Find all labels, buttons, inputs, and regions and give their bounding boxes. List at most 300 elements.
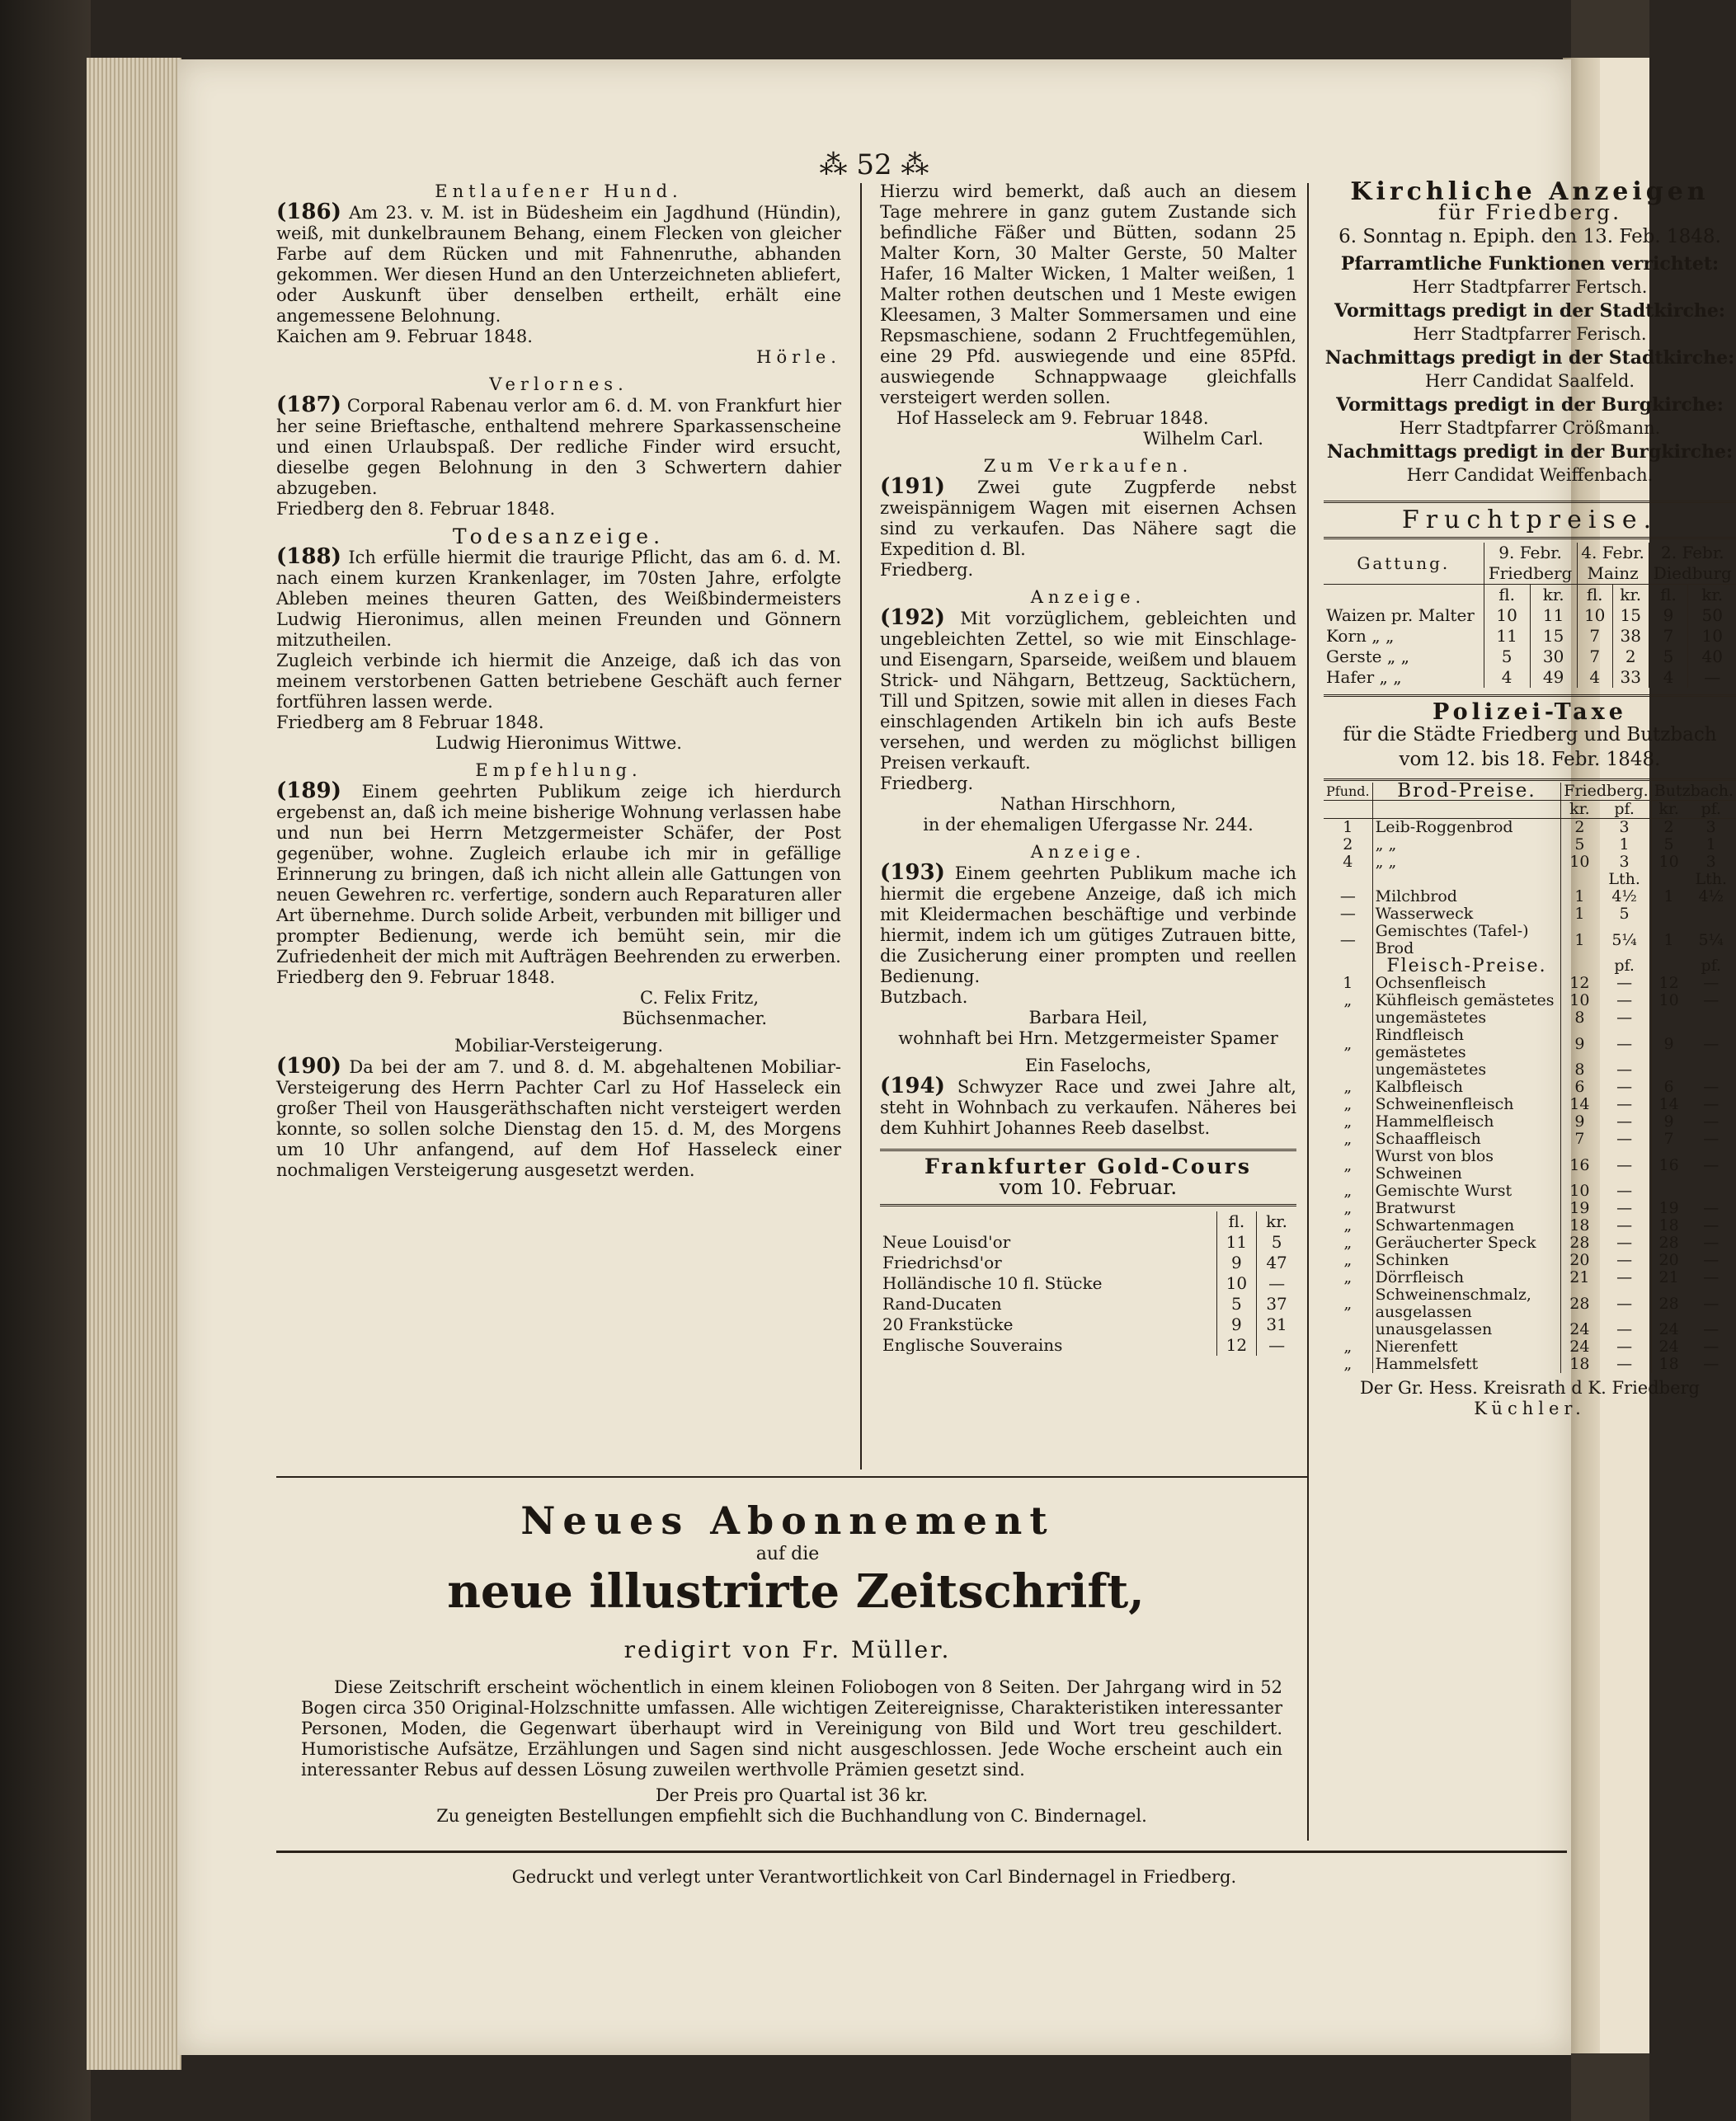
church-duty-4-name: Herr Stadtpfarrer Crößmann. bbox=[1399, 418, 1661, 438]
tax-pound: „ bbox=[1343, 1130, 1353, 1148]
tax-pound: „ bbox=[1343, 1112, 1353, 1131]
grain-price-value: 4 bbox=[1577, 667, 1612, 688]
grain-place-1: Friedberg bbox=[1484, 563, 1577, 585]
meat-price-row bbox=[1324, 1217, 1736, 1235]
tax-friedberg-pf: — bbox=[1616, 1355, 1633, 1373]
meat-unit-pf: pf. bbox=[1701, 957, 1721, 975]
bread-price-row bbox=[1324, 854, 1736, 871]
tax-butzbach-kr: 24 bbox=[1651, 1338, 1686, 1356]
tax-butzbach-pf: — bbox=[1703, 1078, 1720, 1096]
meat-price-row bbox=[1324, 1356, 1736, 1373]
tax-pound: „ bbox=[1343, 1182, 1353, 1200]
gold-col-fl: fl. bbox=[1216, 1211, 1257, 1232]
gold-rate-row bbox=[880, 1294, 1296, 1314]
tax-butzbach-kr: 12 bbox=[1651, 975, 1686, 992]
tax-butzbach-pf: 3 bbox=[1705, 818, 1716, 836]
abo-subheading: auf die bbox=[755, 1544, 820, 1564]
meat-price-row bbox=[1324, 1061, 1736, 1079]
tax-friedberg-kr: 19 bbox=[1561, 1200, 1598, 1217]
tax-butzbach-pf: — bbox=[1703, 1034, 1720, 1053]
tax-friedberg-pf: — bbox=[1616, 1009, 1633, 1027]
meat-price-row bbox=[1324, 1027, 1736, 1061]
tax-item-name: Schaaffleisch bbox=[1372, 1131, 1561, 1148]
bread-price-row bbox=[1324, 923, 1736, 957]
meat-price-row bbox=[1324, 1286, 1736, 1321]
tax-butzbach-pf: — bbox=[1703, 1112, 1720, 1131]
gold-rate-row bbox=[880, 1314, 1296, 1335]
grain-price-value: 4 bbox=[1649, 667, 1688, 688]
tax-item-name: ungemästetes bbox=[1372, 1009, 1561, 1027]
tax-butzbach-pf: Lth. bbox=[1695, 870, 1727, 888]
grain-price-value: — bbox=[1688, 667, 1736, 688]
tax-friedberg-pf: — bbox=[1616, 1130, 1633, 1148]
tax-butzbach-kr bbox=[1651, 1009, 1686, 1027]
tax-friedberg-pf: — bbox=[1616, 1338, 1633, 1356]
gold-coin-name: Holländische 10 fl. Stücke bbox=[882, 1273, 1103, 1293]
tax-butzbach-pf: — bbox=[1703, 1234, 1720, 1252]
death-notice-text: Ich erfülle hiermit die traurige Pflicht, das am 6. d. M. nach einem kurzen Krankenlager, im 70sten Jahre, erfolgte Ableben meines theuren Gatten, des Weißbindermeisters Ludwig Hieronimus, allen meinen Freunden und Gönnern mitzutheilen. bbox=[276, 548, 841, 650]
tax-butzbach-pf bbox=[1686, 1183, 1736, 1200]
police-tax-signature-name: Küchler. bbox=[1474, 1399, 1586, 1418]
tax-butzbach-pf: — bbox=[1703, 1251, 1720, 1269]
tax-butzbach-pf: 4½ bbox=[1698, 887, 1724, 905]
notice-2-signature: Barbara Heil, bbox=[1028, 1008, 1148, 1028]
tax-pound: 4 bbox=[1343, 853, 1353, 871]
tax-pound: „ bbox=[1343, 1199, 1353, 1217]
tax-pound: „ bbox=[1343, 991, 1353, 1009]
gold-value-fl: 10 bbox=[1216, 1273, 1257, 1294]
tax-pound: — bbox=[1339, 905, 1356, 923]
tax-friedberg-kr: 24 bbox=[1561, 1321, 1598, 1338]
tax-item-name bbox=[1372, 871, 1561, 888]
gold-col-kr: kr. bbox=[1257, 1211, 1296, 1232]
notice-2-place: Butzbach. bbox=[880, 987, 968, 1007]
tax-friedberg-pf: 3 bbox=[1619, 853, 1630, 871]
gold-value-fl: 5 bbox=[1216, 1294, 1257, 1314]
church-duty-1: Pfarramtliche Funktionen verrichtet: bbox=[1340, 253, 1720, 275]
gold-value-kr: — bbox=[1257, 1335, 1296, 1356]
tax-friedberg-pf: — bbox=[1616, 1234, 1633, 1252]
death-notice-title: Todesanzeige. bbox=[452, 524, 666, 548]
tax-pound: „ bbox=[1343, 1155, 1353, 1174]
lost-dog-text: Am 23. v. M. ist in Büdesheim ein Jagdhund (Hündin), weiß, mit dunkelbraunem Behang, einem Flecken von gleicher Farbe auf dem Rücken und mit Fahnenruthe, abhanden gekommen. Wer diesen Hund an den Unterzeichneten abliefert, oder Auskunft über denselben ertheilt, erhält eine angemessene Belohnung. bbox=[276, 203, 841, 326]
tax-butzbach-kr bbox=[1651, 905, 1686, 923]
police-tax-table bbox=[1324, 780, 1736, 1373]
tax-item-name: Wurst von blos Schweinen bbox=[1372, 1148, 1561, 1183]
tax-friedberg-pf: Lth. bbox=[1608, 870, 1640, 888]
grain-price-value: 15 bbox=[1612, 605, 1649, 626]
meat-price-row bbox=[1324, 1269, 1736, 1286]
gold-value-fl: 12 bbox=[1216, 1335, 1257, 1356]
grain-unit-fl: fl. bbox=[1577, 585, 1612, 606]
tax-pound bbox=[1324, 1009, 1372, 1027]
page-number-value: 52 bbox=[856, 148, 892, 181]
meat-price-row bbox=[1324, 1321, 1736, 1338]
gold-coin-name: Friedrichsd'or bbox=[882, 1253, 1002, 1272]
tax-friedberg-kr: 16 bbox=[1561, 1148, 1598, 1183]
tax-friedberg-kr: 1 bbox=[1561, 905, 1598, 923]
ad-number: (190) bbox=[276, 1054, 341, 1079]
grain-unit-fl: fl. bbox=[1484, 585, 1530, 606]
tax-butzbach-kr bbox=[1651, 871, 1686, 888]
tax-butzbach-kr: 14 bbox=[1651, 1096, 1686, 1113]
lost-item-title: Verlornes. bbox=[489, 374, 628, 394]
tax-pound: „ bbox=[1343, 1338, 1353, 1356]
tax-butzbach-pf: — bbox=[1703, 991, 1720, 1009]
tax-friedberg-kr: 8 bbox=[1561, 1009, 1598, 1027]
tax-friedberg-kr: 10 bbox=[1561, 854, 1598, 871]
gold-rate-date: vom 10. Februar. bbox=[999, 1175, 1178, 1199]
notice-1-signature: Nathan Hirschhorn, bbox=[1000, 794, 1177, 814]
tax-friedberg-pf: — bbox=[1616, 991, 1633, 1009]
tax-butzbach-pf: — bbox=[1703, 1320, 1720, 1338]
grain-price-value: 11 bbox=[1530, 605, 1577, 626]
tax-butzbach-pf: 5¼ bbox=[1698, 930, 1724, 949]
tax-butzbach-kr: 16 bbox=[1651, 1148, 1686, 1183]
tax-friedberg-pf: — bbox=[1616, 1199, 1633, 1217]
tax-col-pound: Pfund. bbox=[1326, 783, 1370, 799]
abo-description: Diese Zeitschrift erscheint wöchentlich in einem kleinen Foliobogen von 8 Seiten. Der Jahrgang wird in 52 Bogen circa 350 Original-Holzschnitte umfassen. Alle wichtigen Zeitereignisse, Charakteristiken interessanter Personen, Moden, die Gegenwart überhaupt wird in Vereinigung von Bild und Wort treu geschildert. Humoristische Aufsätze, Erzählungen und Sagen sind nicht ausgeschlossen. Jede Woche erscheint auch ein interessanter Rebus auf dessen Lösung zuweilen werthvolle Prämien gesetzt sind. bbox=[301, 1677, 1282, 1780]
meat-price-row bbox=[1324, 1338, 1736, 1356]
ad-number: (193) bbox=[880, 860, 945, 885]
gold-coin-name: Englische Souverains bbox=[882, 1335, 1063, 1355]
notice-1-place: Friedberg. bbox=[880, 774, 974, 793]
tax-butzbach-pf: — bbox=[1703, 1338, 1720, 1356]
gold-rate-row bbox=[880, 1232, 1296, 1253]
tax-friedberg-pf: 5 bbox=[1619, 905, 1630, 923]
tax-friedberg-kr: 18 bbox=[1561, 1217, 1598, 1235]
tax-friedberg-pf: 3 bbox=[1619, 818, 1630, 836]
grain-price-value: 7 bbox=[1577, 647, 1612, 667]
church-duty-5-name: Herr Candidat Weiffenbach. bbox=[1406, 465, 1654, 485]
grain-price-value: 7 bbox=[1577, 626, 1612, 647]
tax-butzbach-pf: — bbox=[1703, 1130, 1720, 1148]
tax-item-name: Ochsenfleisch bbox=[1372, 975, 1561, 992]
death-notice-signature: Ludwig Hieronimus Wittwe. bbox=[435, 733, 682, 753]
meat-price-row bbox=[1324, 1183, 1736, 1200]
grain-price-value: 15 bbox=[1530, 626, 1577, 647]
grain-type: Gerste „ „ bbox=[1326, 647, 1409, 666]
tax-unit-pf: pf. bbox=[1614, 800, 1635, 818]
meat-prices-heading: Fleisch-Preise. bbox=[1372, 957, 1561, 975]
tax-item-name: Gemischtes (Tafel-) Brod bbox=[1372, 923, 1561, 957]
ad-number: (187) bbox=[276, 393, 341, 417]
tax-butzbach-kr bbox=[1651, 1061, 1686, 1079]
gold-value-fl: 9 bbox=[1216, 1314, 1257, 1335]
grain-price-value: 7 bbox=[1649, 626, 1688, 647]
bread-price-row bbox=[1324, 905, 1736, 923]
tax-friedberg-pf: — bbox=[1616, 1216, 1633, 1235]
tax-friedberg-pf: — bbox=[1616, 1251, 1633, 1269]
abo-price: Der Preis pro Quartal ist 36 kr. bbox=[655, 1785, 929, 1805]
grain-price-value: 33 bbox=[1612, 667, 1649, 688]
lost-dog-title: Entlaufener Hund. bbox=[435, 181, 683, 201]
police-tax-title: Polizei-Taxe bbox=[1433, 699, 1627, 725]
death-notice-place: Friedberg am 8 Februar 1848. bbox=[276, 712, 544, 732]
tax-butzbach-kr: 24 bbox=[1651, 1321, 1686, 1338]
tax-butzbach-kr: 18 bbox=[1651, 1217, 1686, 1235]
tax-friedberg-pf: — bbox=[1616, 974, 1633, 992]
ad-number: (186) bbox=[276, 200, 341, 224]
grain-price-value: 2 bbox=[1612, 647, 1649, 667]
meat-price-row bbox=[1324, 1235, 1736, 1252]
tax-butzbach-pf: — bbox=[1703, 1155, 1720, 1174]
grain-price-value: 10 bbox=[1688, 626, 1736, 647]
grain-price-value: 4 bbox=[1484, 667, 1530, 688]
ad-number: (188) bbox=[276, 544, 341, 569]
ox-text: Schwyzer Race und zwei Jahre alt, steht in Wohnbach zu verkaufen. Näheres bei dem Kuhhirt Johannes Reeb daselbst. bbox=[880, 1077, 1296, 1138]
grain-price-value: 9 bbox=[1649, 605, 1688, 626]
tax-col-butzbach: Butzbach. bbox=[1651, 783, 1736, 801]
grain-type: Korn „ „ bbox=[1326, 626, 1395, 646]
grain-date-2: 4. Febr. bbox=[1577, 543, 1649, 563]
lost-dog-signature: Hörle. bbox=[756, 347, 841, 367]
tax-friedberg-kr: 6 bbox=[1561, 1079, 1598, 1096]
tax-pound: „ bbox=[1343, 1294, 1353, 1313]
tax-friedberg-pf: — bbox=[1616, 1095, 1633, 1113]
gold-value-kr: 31 bbox=[1257, 1314, 1296, 1335]
tax-butzbach-kr: 20 bbox=[1651, 1252, 1686, 1269]
tax-butzbach-kr: 5 bbox=[1651, 836, 1686, 854]
recommendation-place: Friedberg den 9. Februar 1848. bbox=[276, 967, 556, 987]
tax-friedberg-kr: 12 bbox=[1561, 975, 1598, 992]
for-sale-title: Zum Verkaufen. bbox=[983, 456, 1193, 476]
tax-unit-kr: kr. bbox=[1651, 801, 1686, 819]
tax-butzbach-kr: 10 bbox=[1651, 992, 1686, 1009]
tax-pound: 2 bbox=[1343, 835, 1353, 854]
lost-item-text: Corporal Rabenau verlor am 6. d. M. von Frankfurt hier her seine Brieftasche, enthaltend mehrere Sparkassenscheine und einen Urlaubspaß. Der redliche Finder wird ersucht, dieselbe gegen Belohnung in den 3 Schwertern dahier abzugeben. bbox=[276, 396, 841, 498]
tax-unit-pf: pf. bbox=[1701, 800, 1721, 818]
tax-butzbach-kr: 9 bbox=[1651, 1113, 1686, 1131]
gold-rate-row bbox=[880, 1335, 1296, 1356]
church-notices-subtitle: für Friedberg. bbox=[1437, 200, 1622, 224]
tax-butzbach-pf: 3 bbox=[1705, 853, 1716, 871]
meat-price-row bbox=[1324, 1131, 1736, 1148]
tax-item-name: Hammelfleisch bbox=[1372, 1113, 1561, 1131]
church-duty-5: Nachmittags predigt in der Burgkirche: bbox=[1326, 441, 1734, 463]
grain-type: Hafer „ „ bbox=[1326, 667, 1402, 687]
grain-unit-kr: kr. bbox=[1530, 585, 1577, 606]
ad-number: (192) bbox=[880, 605, 945, 630]
footer-rule bbox=[276, 1851, 1567, 1853]
tax-butzbach-pf: — bbox=[1703, 1294, 1720, 1313]
grain-price-value: 49 bbox=[1530, 667, 1577, 688]
tax-pound: „ bbox=[1343, 1268, 1353, 1286]
police-tax-subtitle-1: für die Städte Friedberg und Butzbach bbox=[1343, 724, 1717, 745]
tax-pound bbox=[1324, 1321, 1372, 1338]
church-duty-3: Nachmittags predigt in der Stadtkirche: bbox=[1324, 347, 1735, 369]
grain-price-row bbox=[1324, 647, 1736, 667]
lost-item-place: Friedberg den 8. Februar 1848. bbox=[276, 499, 556, 519]
meat-price-row bbox=[1324, 1252, 1736, 1269]
tax-friedberg-kr: 21 bbox=[1561, 1269, 1598, 1286]
tax-friedberg-kr: 1 bbox=[1561, 888, 1598, 905]
tax-friedberg-pf: — bbox=[1616, 1078, 1633, 1096]
tax-butzbach-kr: 19 bbox=[1651, 1200, 1686, 1217]
tax-friedberg-kr: 18 bbox=[1561, 1356, 1598, 1373]
tax-item-name: Rindfleisch gemästetes bbox=[1372, 1027, 1561, 1061]
tax-col-friedberg: Friedberg. bbox=[1561, 783, 1651, 801]
tax-pound: — bbox=[1339, 887, 1356, 905]
tax-item-name: Gemischte Wurst bbox=[1372, 1183, 1561, 1200]
meat-price-row bbox=[1324, 1148, 1736, 1183]
tax-butzbach-pf: 1 bbox=[1705, 835, 1716, 854]
grain-price-value: 10 bbox=[1484, 605, 1530, 626]
auction-place: Hof Hasseleck am 9. Februar 1848. bbox=[896, 408, 1209, 428]
imprint: Gedruckt und verlegt unter Verantwortlichkeit von Carl Bindernagel in Friedberg. bbox=[511, 1867, 1237, 1887]
auction-continuation: Hierzu wird bemerkt, daß auch an diesem Tage mehrere in ganz gutem Zustande sich befindliche Fäßer und Bütten, sodann 25 Malter Korn, 30 Malter Gerste, 50 Malter Hafer, 16 Malter Wicken, 1 Malter weißen, 1 Malter rothen deutschen und 1 Meste ewigen Kleesamen, 3 Malter Sommersamen und eine Repsmaschiene, sodann 2 Fruchtfegemühlen, eine 29 Pfd. auswiegende und eine 85Pfd. auswiegende Schnappwaage gleichfalls versteigert werden sollen. bbox=[880, 181, 1296, 407]
grain-price-value: 11 bbox=[1484, 626, 1530, 647]
tax-butzbach-kr: 7 bbox=[1651, 1131, 1686, 1148]
tax-unit-kr: kr. bbox=[1561, 801, 1598, 819]
gold-value-kr: 37 bbox=[1257, 1294, 1296, 1314]
grain-col-type: Gattung. bbox=[1357, 553, 1451, 573]
tax-friedberg-pf: 1 bbox=[1619, 835, 1630, 854]
meat-price-row bbox=[1324, 1079, 1736, 1096]
tax-friedberg-kr: 9 bbox=[1561, 1027, 1598, 1061]
gold-rate-row bbox=[880, 1273, 1296, 1294]
tax-butzbach-pf bbox=[1686, 905, 1736, 923]
bread-price-row bbox=[1324, 819, 1736, 837]
ox-title: Ein Faselochs, bbox=[1024, 1056, 1152, 1075]
grain-type: Waizen pr. Malter bbox=[1326, 605, 1475, 625]
gold-rate-title: Frankfurter Gold-Cours bbox=[924, 1155, 1252, 1178]
meat-price-row bbox=[1324, 992, 1736, 1009]
column-3 bbox=[1324, 177, 1736, 1419]
abo-editor: redigirt von Fr. Müller. bbox=[623, 1636, 952, 1663]
tax-butzbach-kr: 1 bbox=[1651, 923, 1686, 957]
abo-journal-title: neue illustrirte Zeitschrift, bbox=[447, 1564, 1145, 1619]
tax-friedberg-pf: 4½ bbox=[1611, 887, 1637, 905]
tax-friedberg-kr: 24 bbox=[1561, 1338, 1598, 1356]
grain-price-value: 5 bbox=[1649, 647, 1688, 667]
notice-1-text: Mit vorzüglichem, gebleichten und ungebleichten Zettel, so wie mit Einschlage- und Eisengarn, Sparseide, weißem und blauem Strick- und Nähgarn, Bettzeug, Sacktüchern, Till und Spitzen, sowie mit allen in dieses Fach einschlagenden Artikeln bin ich aufs Beste versehen, und werden zu möglichst billigen Preisen verkauft. bbox=[880, 609, 1296, 773]
tax-butzbach-kr: 2 bbox=[1651, 819, 1686, 837]
tax-friedberg-kr: 14 bbox=[1561, 1096, 1598, 1113]
grain-date-1: 9. Febr. bbox=[1484, 543, 1577, 563]
recommendation-text: Einem geehrten Publikum zeige ich hierdurch ergebenst an, daß ich meine bisherige Wohnung verlassen habe und nun bei Herrn Metzgermeister Schäfer, der Post gegenüber, wohne. Zugleich erlaube ich mir in gefällige Erinnerung zu bringen, daß ich nicht allein alle Gattungen von neuen Gewehren rc. verfertige, sondern auch Reparaturen aller Art übernehme. Durch solide Arbeit, verbunden mit billiger und prompter Bedienung, werde ich bemüht sein, mir die Zufriedenheit der mich mit Aufträgen Beehrenden zu erwerben. bbox=[276, 782, 841, 966]
grain-place-2: Mainz bbox=[1577, 563, 1649, 585]
meat-price-row bbox=[1324, 975, 1736, 992]
gold-value-kr: 5 bbox=[1257, 1232, 1296, 1253]
tax-butzbach-kr: 28 bbox=[1651, 1235, 1686, 1252]
tax-item-name: Bratwurst bbox=[1372, 1200, 1561, 1217]
gold-coin-name: Neue Louisd'or bbox=[882, 1232, 1011, 1252]
tax-butzbach-pf bbox=[1686, 1061, 1736, 1079]
grain-unit-fl: fl. bbox=[1649, 585, 1688, 606]
tax-friedberg-pf: — bbox=[1616, 1112, 1633, 1131]
recommendation-signature-role: Büchsenmacher. bbox=[622, 1009, 767, 1028]
grain-prices-title: Fruchtpreise. bbox=[1401, 506, 1658, 534]
tax-butzbach-kr: 21 bbox=[1651, 1269, 1686, 1286]
abo-top-rule bbox=[276, 1476, 1307, 1478]
ad-number: (189) bbox=[276, 778, 341, 803]
grain-price-table bbox=[1324, 543, 1736, 688]
police-tax-subtitle-2: vom 12. bis 18. Febr. 1848. bbox=[1399, 749, 1661, 770]
tax-item-name: „ „ bbox=[1372, 854, 1561, 871]
grain-price-row bbox=[1324, 667, 1736, 688]
gold-coin-name: Rand-Ducaten bbox=[882, 1294, 1002, 1314]
notice-2-title: Anzeige. bbox=[1030, 842, 1146, 862]
grain-date-3: 2. Febr. bbox=[1649, 543, 1736, 563]
tax-pound: 1 bbox=[1343, 974, 1353, 992]
abo-order: Zu geneigten Bestellungen empfiehlt sich die Buchhandlung von C. Bindernagel. bbox=[436, 1806, 1147, 1826]
tax-friedberg-kr: 9 bbox=[1561, 1113, 1598, 1131]
church-duty-3-name: Herr Candidat Saalfeld. bbox=[1424, 371, 1635, 391]
tax-butzbach-pf: — bbox=[1703, 1095, 1720, 1113]
tax-pound: „ bbox=[1343, 1251, 1353, 1269]
tax-item-name: „ „ bbox=[1372, 836, 1561, 854]
bread-price-row bbox=[1324, 836, 1736, 854]
abo-heading: Neues Abonnement bbox=[520, 1498, 1055, 1543]
abo-body bbox=[301, 1677, 1282, 1827]
tax-item-name: Schwartenmagen bbox=[1372, 1217, 1561, 1235]
tax-butzbach-kr: 1 bbox=[1651, 888, 1686, 905]
column-rule-1 bbox=[860, 183, 862, 1470]
tax-item-name: unausgelassen bbox=[1372, 1321, 1561, 1338]
tax-pound: „ bbox=[1343, 1078, 1353, 1096]
tax-pound bbox=[1324, 1061, 1372, 1079]
tax-friedberg-kr: 10 bbox=[1561, 992, 1598, 1009]
tax-item-name: Schweinenschmalz, ausgelassen bbox=[1372, 1286, 1561, 1321]
newspaper-page bbox=[177, 59, 1735, 2055]
tax-friedberg-pf: — bbox=[1616, 1268, 1633, 1286]
meat-price-row bbox=[1324, 1200, 1736, 1217]
auction-signature: Wilhelm Carl. bbox=[1143, 429, 1263, 449]
gold-rate-row bbox=[880, 1253, 1296, 1273]
church-duty-2-name: Herr Stadtpfarrer Ferisch. bbox=[1413, 324, 1647, 344]
church-duty-4: Vormittags predigt in der Burgkirche: bbox=[1336, 394, 1724, 416]
tax-friedberg-pf: — bbox=[1616, 1182, 1633, 1200]
tax-butzbach-pf bbox=[1686, 1009, 1736, 1027]
tax-butzbach-kr: 9 bbox=[1651, 1027, 1686, 1061]
column-rule-2 bbox=[1307, 183, 1309, 1841]
tax-pound: 1 bbox=[1343, 818, 1353, 836]
gold-value-fl: 9 bbox=[1216, 1253, 1257, 1273]
tax-item-name: Kühfleisch gemästetes bbox=[1372, 992, 1561, 1009]
tax-pound: „ bbox=[1343, 1034, 1353, 1053]
book-cover-edge bbox=[0, 0, 91, 2121]
tax-item-name: Dörrfleisch bbox=[1372, 1269, 1561, 1286]
tax-item-name: Kalbfleisch bbox=[1372, 1079, 1561, 1096]
notice-1-address: in der ehemaligen Ufergasse Nr. 244. bbox=[923, 815, 1254, 835]
gold-value-fl: 11 bbox=[1216, 1232, 1257, 1253]
tax-item-name: Hammelsfett bbox=[1372, 1356, 1561, 1373]
tax-friedberg-kr: 1 bbox=[1561, 923, 1598, 957]
tax-friedberg-kr bbox=[1561, 871, 1598, 888]
tax-friedberg-kr: 7 bbox=[1561, 1131, 1598, 1148]
tax-item-name: Wasserweck bbox=[1372, 905, 1561, 923]
for-sale-text: Zwei gute Zugpferde nebst zweispännigem Wagen mit eisernen Achsen sind zu verkaufen. Das Nähere sagt die Expedition d. Bl. bbox=[880, 477, 1296, 559]
column-2 bbox=[880, 181, 1296, 1356]
grain-price-value: 50 bbox=[1688, 605, 1736, 626]
church-notices-title: Kirchliche Anzeigen bbox=[1350, 177, 1710, 206]
page-stack-edge bbox=[87, 58, 181, 2070]
tax-friedberg-pf: — bbox=[1616, 1034, 1633, 1053]
notice-1-title: Anzeige. bbox=[1030, 587, 1146, 607]
grain-price-value: 40 bbox=[1688, 647, 1736, 667]
tax-item-name: Schweinenfleisch bbox=[1372, 1096, 1561, 1113]
tax-item-name: Nierenfett bbox=[1372, 1338, 1561, 1356]
tax-pound: „ bbox=[1343, 1234, 1353, 1252]
tax-item-name: ungemästetes bbox=[1372, 1061, 1561, 1079]
for-sale-place: Friedberg. bbox=[880, 560, 974, 580]
meat-price-row bbox=[1324, 1009, 1736, 1027]
meat-price-row bbox=[1324, 1096, 1736, 1113]
gold-value-kr: — bbox=[1257, 1273, 1296, 1294]
meat-price-row bbox=[1324, 1113, 1736, 1131]
grain-price-value: 5 bbox=[1484, 647, 1530, 667]
